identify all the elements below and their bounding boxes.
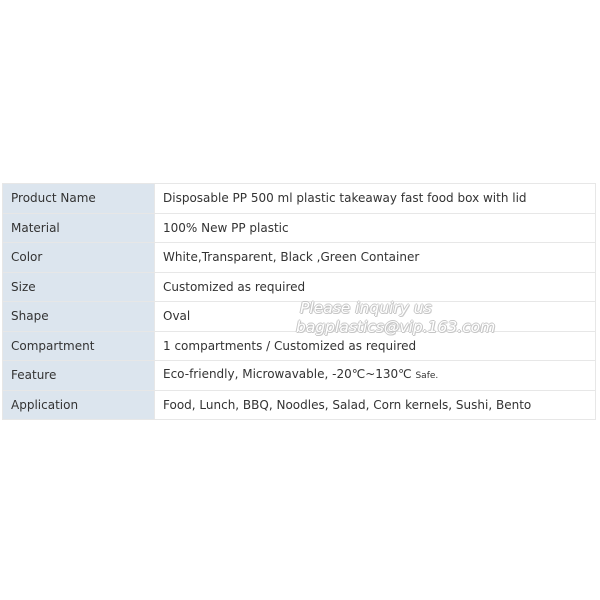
spec-value: 100% New PP plastic: [155, 213, 596, 243]
watermark-email-text: bagplastics@vip.163.com: [296, 318, 496, 336]
spec-label: Application: [3, 390, 155, 420]
spec-value: Oval: [155, 302, 596, 332]
spec-value-suffix: Safe.: [415, 371, 439, 382]
spec-value: Customized as required: [155, 272, 596, 302]
spec-label: Material: [3, 213, 155, 243]
spec-label: Compartment: [3, 331, 155, 361]
spec-label: Color: [3, 243, 155, 273]
spec-value: Food, Lunch, BBQ, Noodles, Salad, Corn kernels, Sushi, Bento: [155, 390, 596, 420]
spec-value: Disposable PP 500 ml plastic takeaway fast food box with lid: [155, 184, 596, 214]
spec-row-shape: [3, 302, 596, 332]
spec-row-material: [3, 213, 596, 243]
spec-value: White,Transparent, Black ,Green Container: [155, 243, 596, 273]
spec-label: Feature: [3, 361, 155, 391]
spec-label: Size: [3, 272, 155, 302]
product-spec-table: [2, 183, 596, 420]
spec-row-product-name: [3, 184, 596, 214]
spec-row-application: [3, 390, 596, 420]
spec-row-feature: [3, 361, 596, 391]
spec-value: Eco-friendly, Microwavable, -20℃~130℃: [163, 367, 412, 382]
watermark-inquiry-text: Please inquiry us: [300, 299, 432, 317]
spec-label: Product Name: [3, 184, 155, 214]
spec-label: Shape: [3, 302, 155, 332]
spec-value-cell: [155, 361, 596, 391]
spec-row-size: [3, 272, 596, 302]
spec-value: 1 compartments / Customized as required: [155, 331, 596, 361]
spec-row-color: [3, 243, 596, 273]
spec-row-compartment: [3, 331, 596, 361]
